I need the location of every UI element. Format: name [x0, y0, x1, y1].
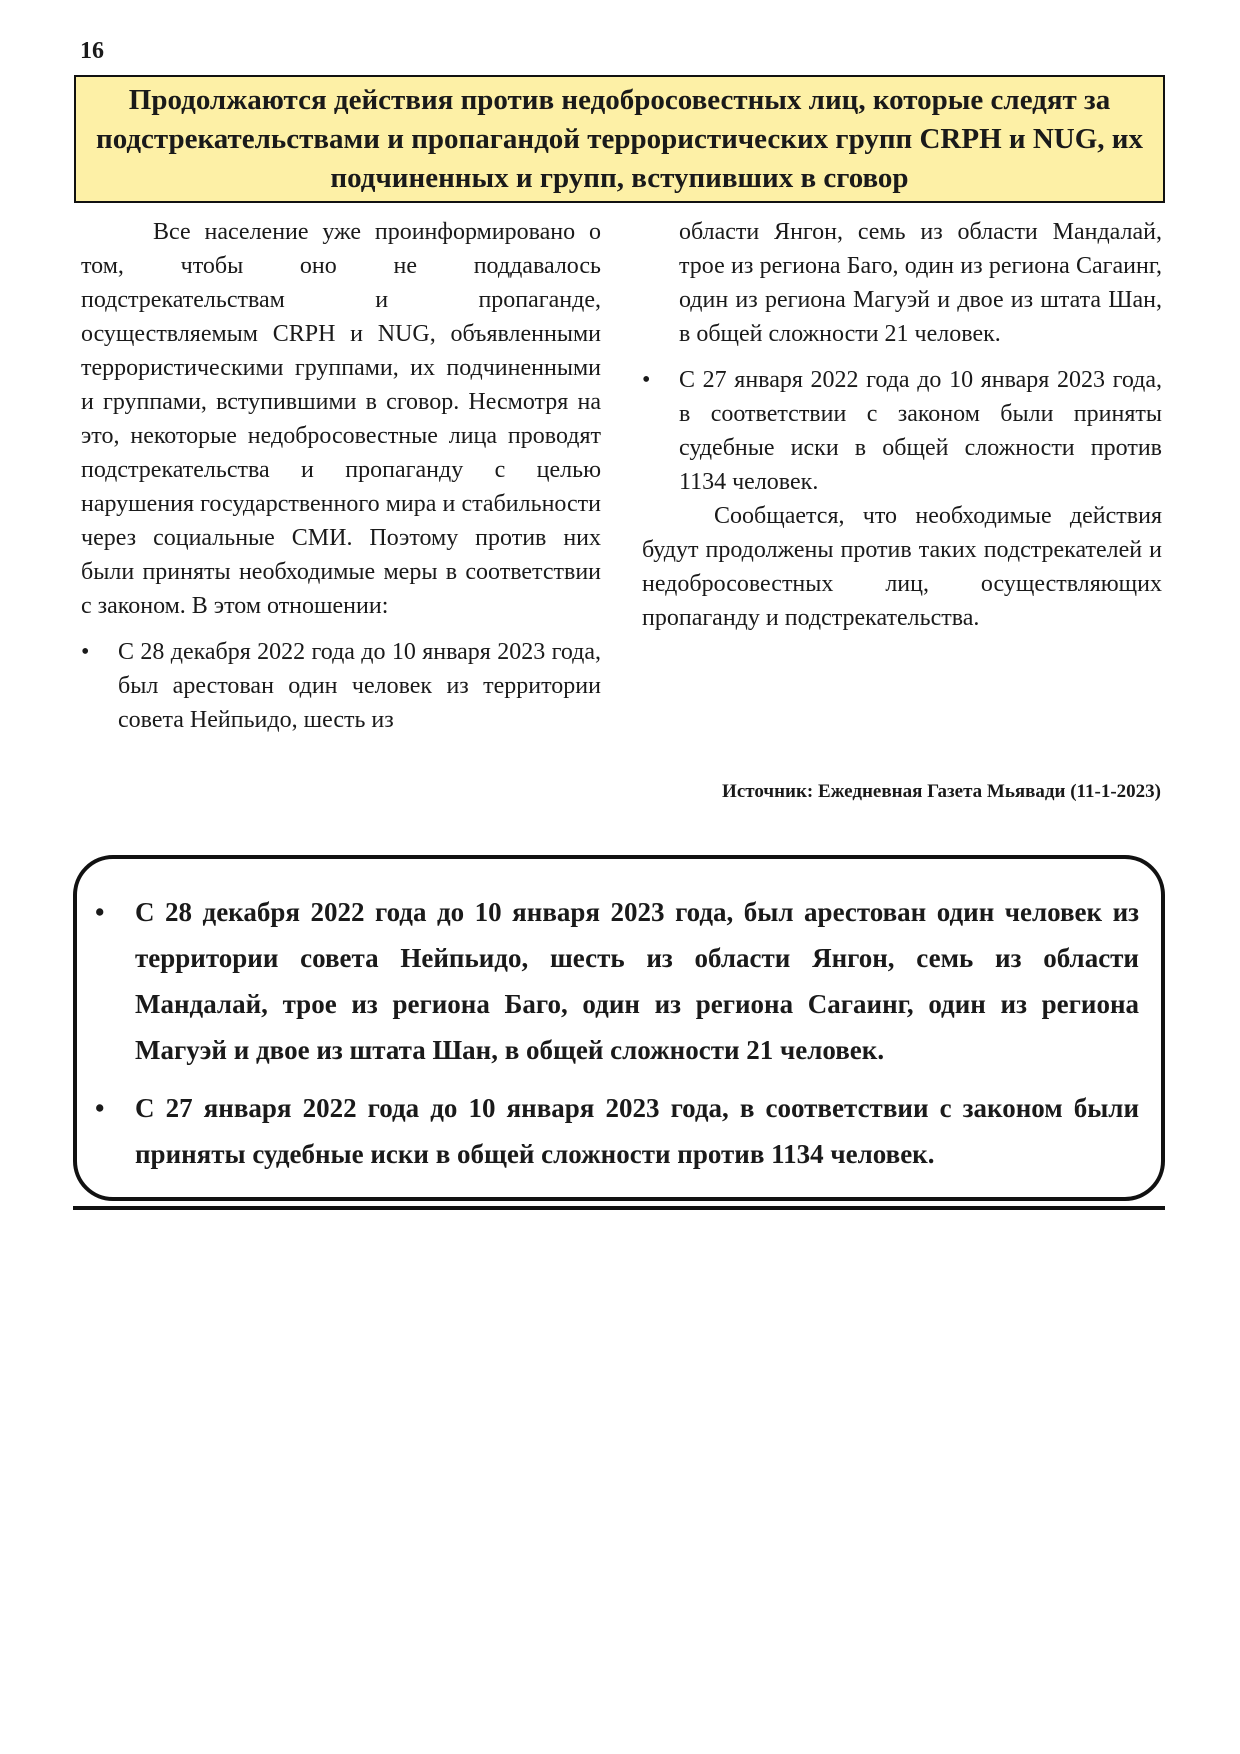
- right-bullet-list: [642, 363, 1162, 499]
- summary-box: [73, 855, 1165, 1201]
- headline-box: [74, 75, 1165, 203]
- summary-item-lawsuits: • С 27 января 2022 года до 10 января 2023 года, в соответствии с законом были приняты судебные иски в общей сложности против 1134 человек.: [95, 1085, 1139, 1177]
- closing-paragraph: Сообщается, что необходимые действия будут продолжены против таких подстрекателей и недобросовестных лиц, осуществляющих пропаганду и подстрекательства.: [642, 503, 1162, 631]
- left-bullet-list: [81, 635, 601, 737]
- right-column: [642, 215, 1162, 635]
- summary-list: [95, 889, 1139, 1177]
- bullet-lawsuits: • С 27 января 2022 года до 10 января 2023 года, в соответствии с законом были приняты судебные иски в общей сложности против 1134 человек.: [642, 363, 1162, 499]
- source-citation: Источник: Ежедневная Газета Мьявади (11-1-2023): [722, 781, 1161, 802]
- bullet-arrests-continuation: области Янгон, семь из области Мандалай, трое из региона Баго, один из региона Сагаинг, один из региона Магуэй и двое из штата Шан, в общей сложности 21 человек.: [679, 219, 1162, 347]
- left-column: [81, 215, 601, 737]
- headline: Продолжаются действия против недобросовестных лиц, которые следят за подстрекательствами и пропагандой террористических групп CRPH и NUG, их подчиненных и групп, вступивших в сговор: [95, 83, 1144, 194]
- intro-paragraph: Все население уже проинформировано о том, чтобы оно не поддавалось подстрекательствам и пропаганде, осуществляемым CRPH и NUG, объявленными террористическими группами, их подчиненными и группами, вступившими в сговор. Несмотря на это, некоторые недобросовестные лица проводят подстрекательства и пропаганду с целью нарушения государственного мира и стабильности через социальные СМИ. Поэтому против них были приняты необходимые меры в соответствии с законом. В этом отношении:: [81, 219, 601, 619]
- bottom-divider: [73, 1206, 1165, 1210]
- bullet-arrests-start: • С 28 декабря 2022 года до 10 января 2023 года, был арестован один человек из территории совета Нейпьидо, шесть из: [81, 635, 601, 737]
- page-number: 16: [80, 38, 104, 64]
- summary-item-arrests: • С 28 декабря 2022 года до 10 января 2023 года, был арестован один человек из территории совета Нейпьидо, шесть из области Янгон, семь из области Мандалай, трое из региона Баго, один из региона Сагаинг, один из региона Магуэй и двое из штата Шан, в общей сложности 21 человек.: [95, 889, 1139, 1073]
